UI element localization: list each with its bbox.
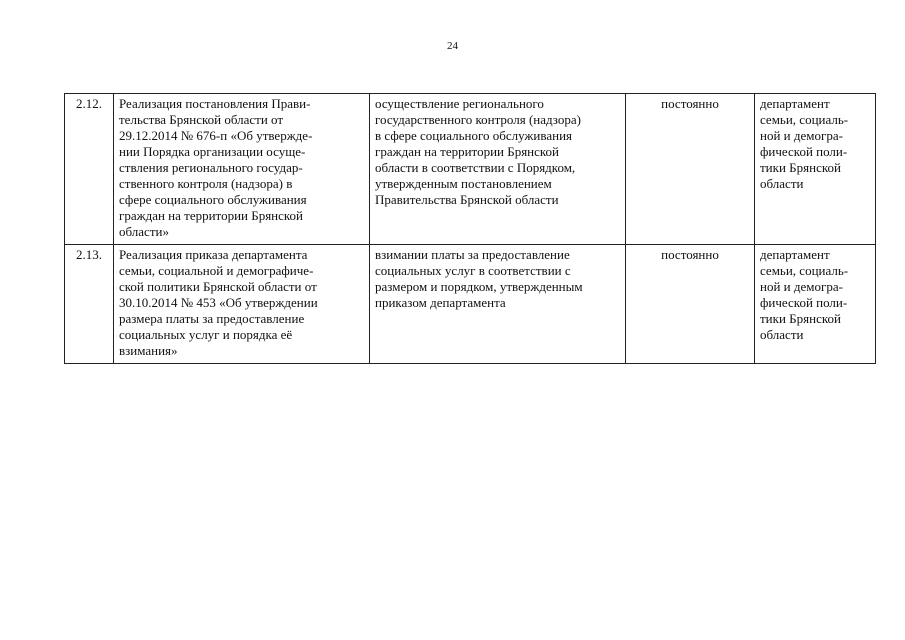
row-number: 2.12. <box>65 94 114 245</box>
page-number: 24 <box>447 40 458 52</box>
content-cell: взимании платы за предоставление социальных услуг в соответствии с размером и порядком, утвержденным приказом департамента <box>370 245 626 364</box>
measures-table <box>64 93 876 364</box>
executor-cell: департамент семьи, социаль- ной и демогра- фической поли- тики Брянской области <box>755 245 876 364</box>
document-cell: Реализация приказа департамента семьи, социальной и демографиче- ской политики Брянской области от 30.10.2014 № 453 «Об утверждении размера платы за предоставление социальных услуг и порядка её взимания» <box>114 245 370 364</box>
row-number: 2.13. <box>65 245 114 364</box>
term-cell: постоянно <box>626 245 755 364</box>
content-cell: осуществление регионального государственного контроля (надзора) в сфере социального обслуживания граждан на территории Брянской области в соответствии с Порядком, утвержденным постановлением Правительства Брянской области <box>370 94 626 245</box>
document-cell: Реализация постановления Прави- тельства Брянской области от 29.12.2014 № 676-п «Об утвержде- нии Порядка организации осуще- ствления регионального государ- ственного контроля (надзора) в сфере социального обслуживания граждан на территории Брянской области» <box>114 94 370 245</box>
term-cell: постоянно <box>626 94 755 245</box>
table-row <box>65 245 876 364</box>
executor-cell: департамент семьи, социаль- ной и демогра- фической поли- тики Брянской области <box>755 94 876 245</box>
table-row <box>65 94 876 245</box>
